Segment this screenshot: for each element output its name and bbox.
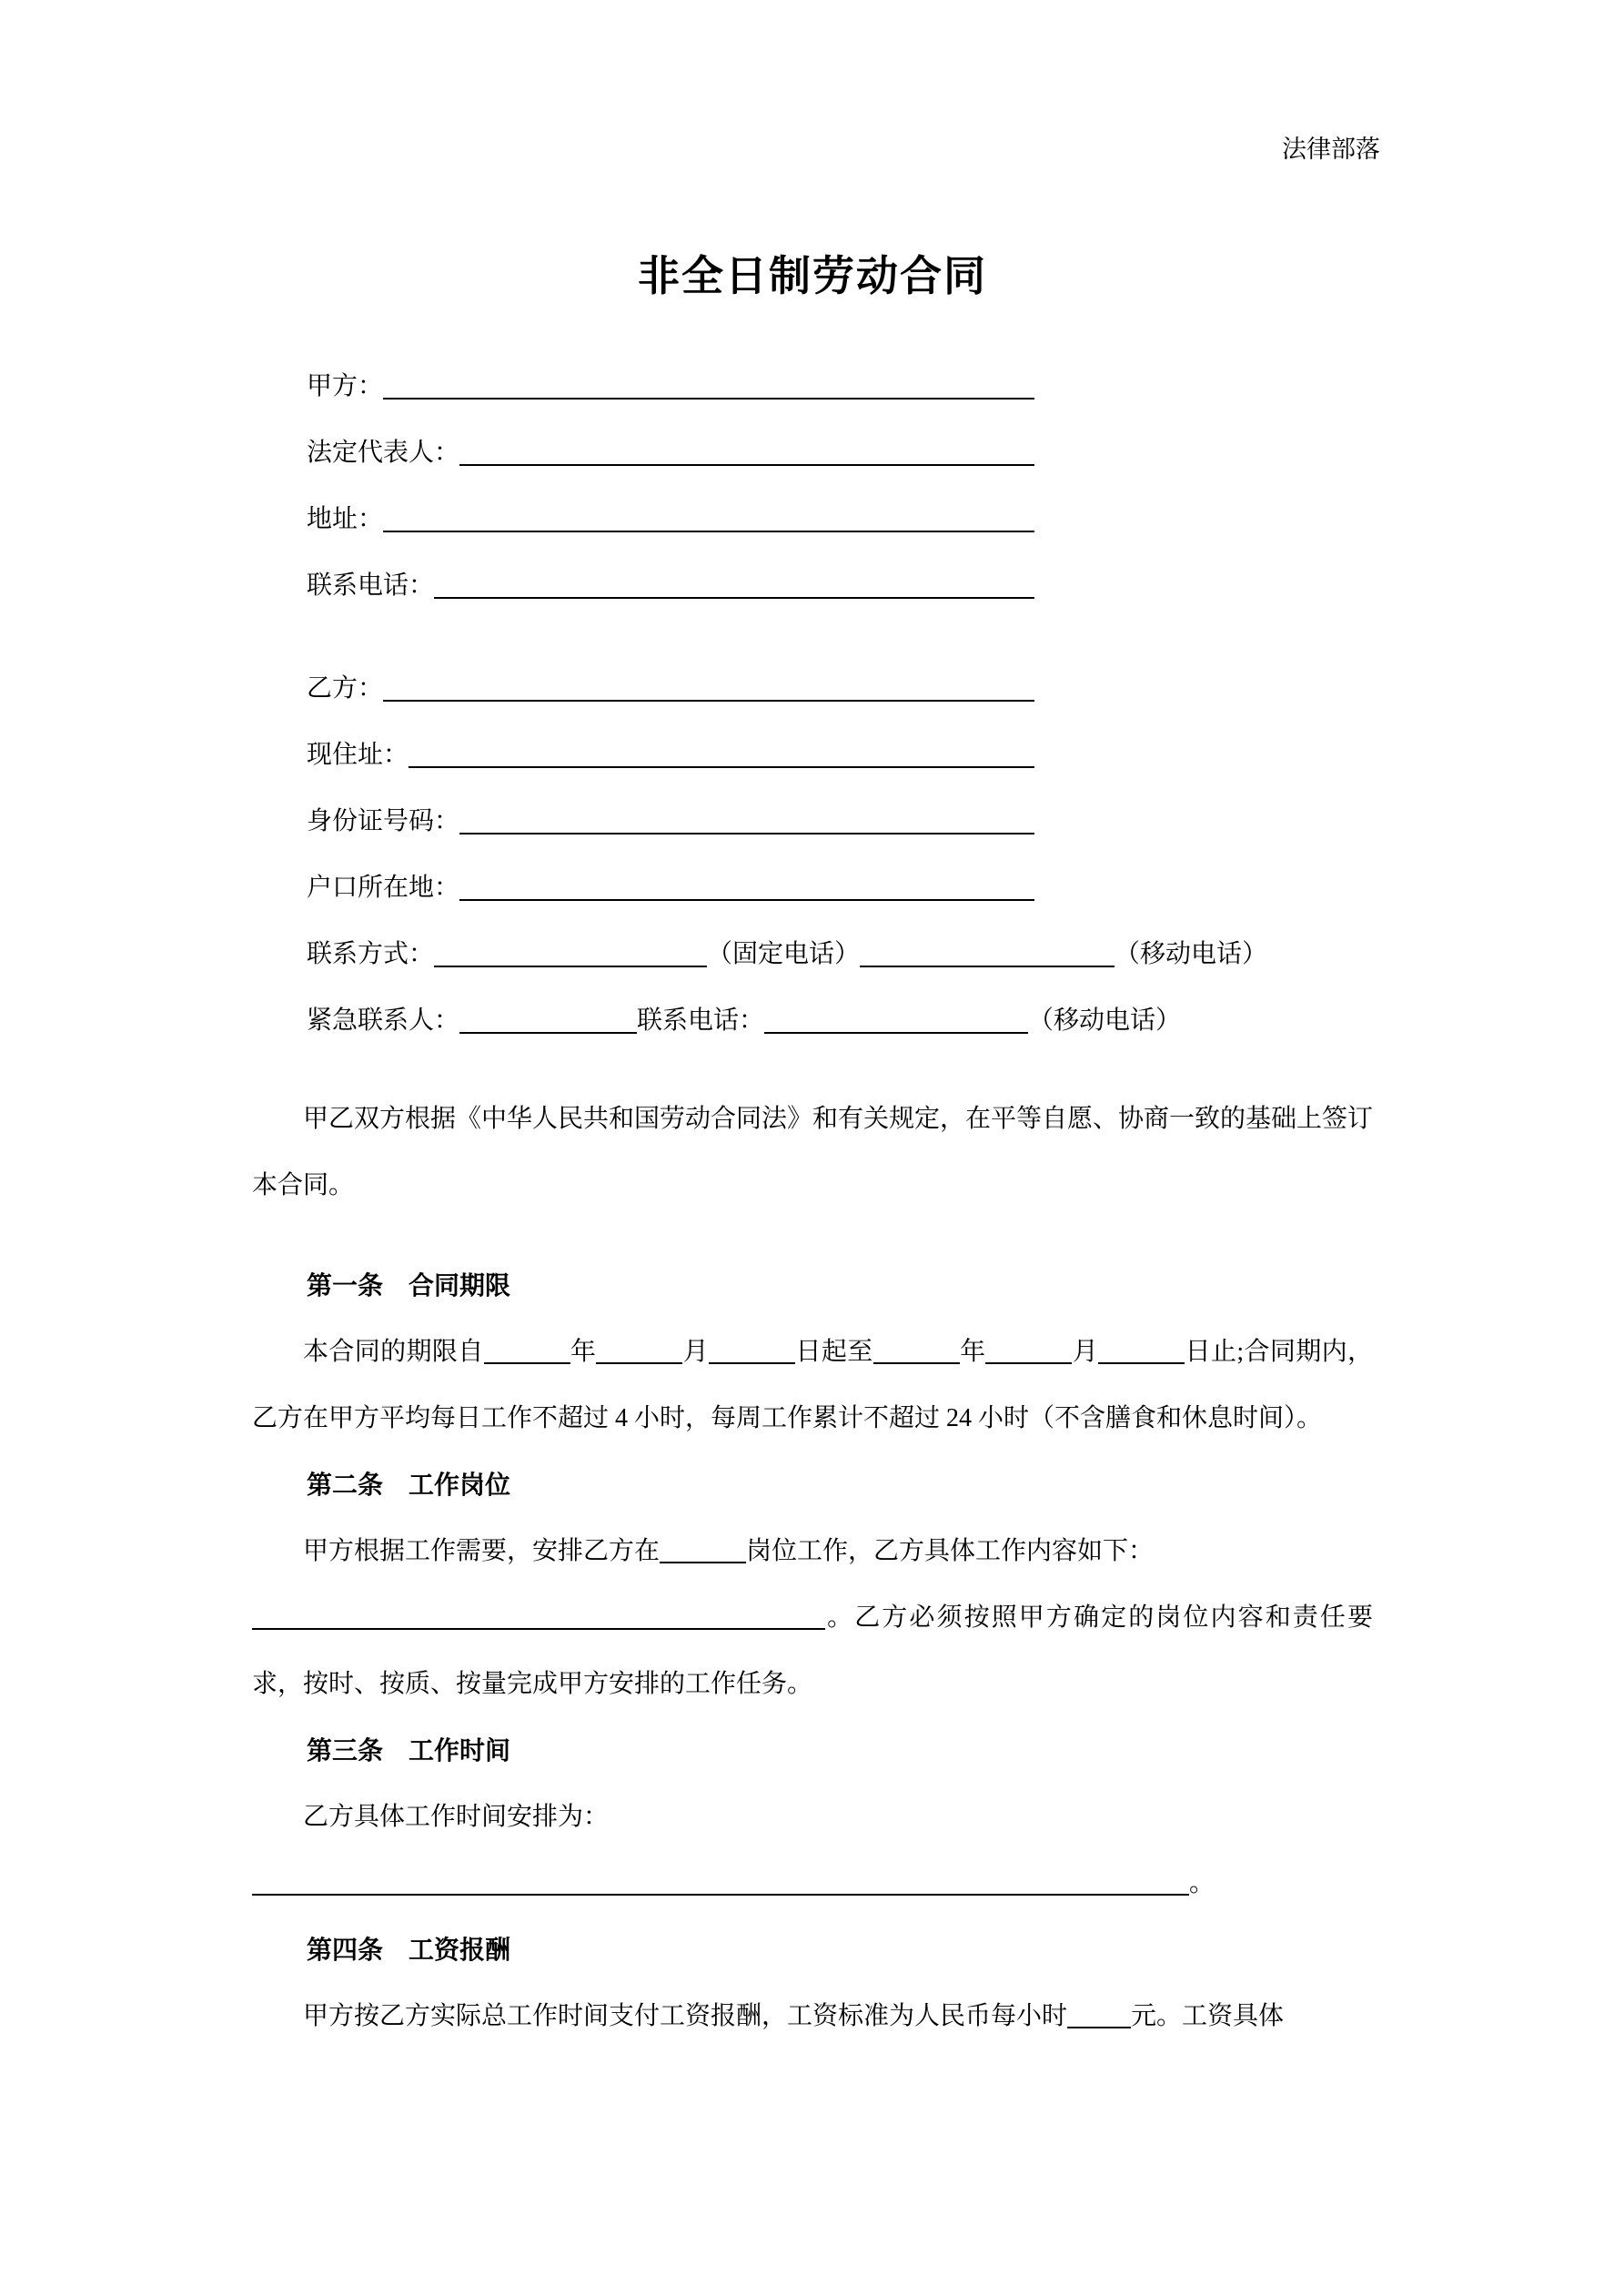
article-2-body-line-2 [252,1584,1373,1717]
field-blank-line [434,597,1034,599]
day-blank [709,1362,795,1364]
field-blank-line [383,700,1034,702]
field-label: 联系电话： [307,571,435,600]
article-4-text: 甲方按乙方实际总工作时间支付工资报酬，工资标准为人民币每小时 [303,2002,1068,2030]
party-a-fields [307,353,1373,619]
article-3-body-line-1: 乙方具体工作时间安排为： [303,1803,610,1831]
party-b-name-row [307,655,1034,722]
emergency-contact-row [307,987,1373,1054]
article-1-text: 本合同的期限自 [303,1338,484,1366]
field-label: 地址： [307,505,384,533]
article-4-body [252,1983,1373,2049]
field-blank-line [383,398,1034,400]
year-blank [484,1362,570,1364]
work-time-blank [252,1894,1189,1896]
field-label: 身份证号码： [307,807,460,835]
party-a-name-row [307,353,1034,420]
field-blank-line [434,966,707,967]
article-1-body [252,1319,1373,1451]
month-blank [596,1362,682,1364]
article-4-heading: 第四条 工资报酬 [307,1936,511,1964]
fixed-phone-note: （固定电话） [707,940,861,968]
field-blank-line [764,1032,1028,1034]
party-b-registered-residence-row [307,855,1034,921]
field-label: 甲方： [307,372,384,400]
field-label: 法定代表人： [307,439,460,467]
field-label: 紧急联系人： [307,1006,460,1035]
field-blank-line [459,833,1034,834]
article-2-heading: 第二条 工作岗位 [307,1471,511,1499]
article-3-text: 。 [1189,1869,1215,1897]
position-blank [660,1562,746,1563]
wage-amount-blank [1067,2027,1131,2028]
article-1-text: 日起至 [795,1338,873,1366]
article-3-heading: 第三条 工作时间 [307,1736,511,1765]
article-1-text: 年 [959,1338,986,1366]
day-blank [1098,1362,1185,1364]
party-a-phone-row [307,552,1034,619]
document-title: 非全日制劳动合同 [638,252,987,299]
contact-method-row [307,921,1373,987]
article-2-text: 岗位工作，乙方具体工作内容如下： [746,1537,1155,1565]
article-1-heading: 第一条 合同期限 [307,1271,511,1300]
party-a-address-row [307,486,1034,552]
article-2-text: 甲方根据工作需要，安排乙方在 [303,1537,661,1565]
field-blank-line [459,464,1034,466]
party-b-address-row [307,722,1034,788]
mobile-phone-note: （移动电话） [1028,1006,1182,1035]
article-1-text: 年 [570,1338,597,1366]
field-blank-line [383,531,1034,532]
preamble-paragraph: 甲乙双方根据《中华人民共和国劳动合同法》和有关规定，在平等自愿、协商一致的基础上签订本合同。 [252,1105,1374,1199]
job-content-blank [252,1628,825,1630]
article-2-text: 。乙方必须按照甲方确定的岗位内容和责任要求，按时、按质、按量完成甲方安排的工作任务。 [252,1603,1373,1698]
field-label: 联系电话： [637,1006,765,1035]
field-blank-line [409,766,1034,768]
field-blank-line [459,1032,637,1034]
party-b-id-number-row [307,788,1034,855]
article-3-body-line-2 [252,1850,1373,1917]
article-4-text: 元。工资具体 [1131,2002,1285,2030]
party-b-fields [307,655,1373,1054]
field-label: 乙方： [307,674,384,703]
mobile-phone-note: （移动电话） [1115,940,1268,968]
article-1-text: 日止;合同期内，乙方在甲方平均每日工作不超过 4 小时，每周工作累计不超过 24 小时（不含膳食和休息时间）。 [252,1338,1373,1432]
article-1-text: 月 [682,1338,710,1366]
month-blank [985,1362,1072,1364]
document-content [252,0,1373,2049]
year-blank [873,1362,960,1364]
field-label: 户口所在地： [307,874,460,902]
article-2-body-line-1 [252,1518,1373,1584]
field-blank-line [459,899,1034,901]
field-label: 现住址： [307,741,409,769]
field-label: 联系方式： [307,940,435,968]
party-a-representative-row [307,420,1034,486]
watermark-text: 法律部落 [1282,136,1380,163]
field-blank-line [860,966,1115,967]
article-1-text: 月 [1072,1338,1099,1366]
